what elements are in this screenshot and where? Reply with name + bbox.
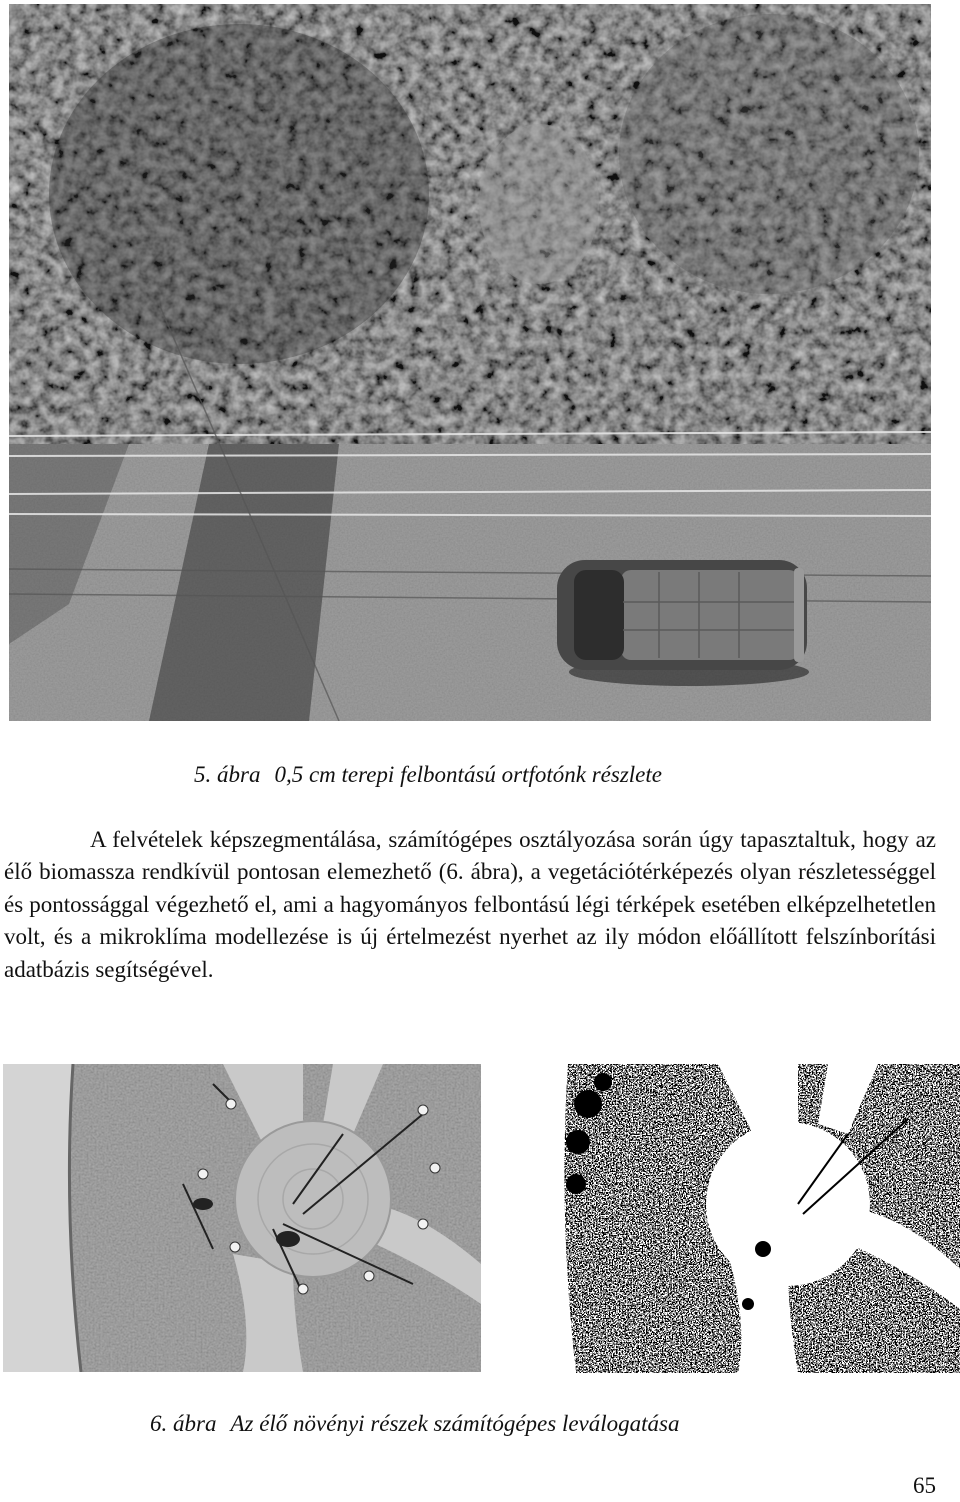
- aerial-photo-plaza: [3, 1064, 481, 1372]
- body-text: [4, 824, 936, 986]
- vegetation-classification-map: [548, 1064, 960, 1373]
- figure-5-caption-text: 0,5 cm terepi felbontású ortfotónk részlete: [274, 762, 662, 787]
- figure-6-caption-text: Az élő növényi részek számítógépes leválogatása: [230, 1411, 680, 1436]
- figure-5-number: 5. ábra: [194, 762, 261, 787]
- orthophoto-trees-road: [9, 4, 931, 721]
- page-number: 65: [913, 1473, 936, 1498]
- figure-5-caption: [194, 761, 662, 789]
- body-paragraph: A felvételek képszegmentálása, számítógépes osztályozása során úgy tapasztaltuk, hogy az élő biomassza rendkívül pontosan elemezhető (6. ábra), a vegetációtérképezés olyan részletességgel és pontossággal végezhető el, ami a hagyományos felbontású légi térképek esetében elképzelhetetlen volt, és a mikroklíma modellezése is új értelmezést nyerhet az ily módon előállított felszínborítási adatbázis segítségével.: [4, 827, 936, 982]
- figure-6-number: 6. ábra: [150, 1411, 217, 1436]
- figure-6-caption: [150, 1410, 680, 1438]
